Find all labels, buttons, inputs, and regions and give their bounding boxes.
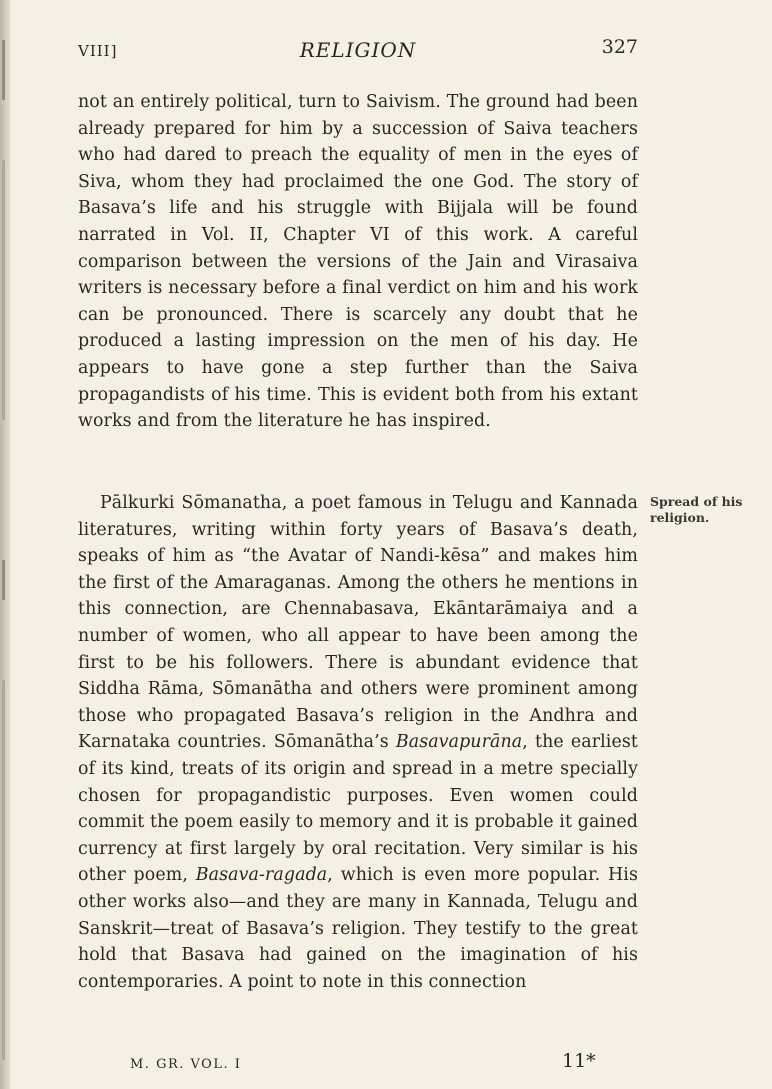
paragraph-2-text: , the earliest of its kind, treats of its origin and spread in a metre specially chosen for propagandistic purposes. Even women could commit the poem easily to memory and it is probable it gained currency at first largely by oral recitation. Very similar is his other poem, [78,732,638,886]
page-number: 327 [601,36,638,58]
chapter-number: VIII] [78,42,118,60]
binding-mark [2,160,5,420]
paragraph-2-text: Pālkurki Sōmanatha, a poet famous in Telugu and Kannada literatures, writing within forty years of Basava’s death, speaks of him as “the Avatar of Nandi-kēsa” and makes him the first of the Amaraganas. Among the others he mentions in this connection, are Chennabasava, Ekāntarāmaiya and a number of women, who all appear to have been among the first to be his followers. There is abundant evidence that Siddha Rāma, Sōmanātha and others were prominent among those who propagated Basava’s religion in the Andhra and Karnataka countries. Sōmanātha’s [78,493,638,753]
page-binding-edge [0,0,10,1089]
work-title-basava-ragada: Basava-ragada [195,865,328,886]
sheet-number: 11* [562,1050,596,1072]
binding-mark [2,560,5,600]
running-title: RELIGION [299,38,417,62]
page-footer [130,1048,600,1076]
signature-mark: M. GR. VOL. I [130,1057,242,1072]
binding-mark [2,40,5,100]
paragraph-2-text: , which is even more popular. His other works also—and they are many in Kannada, Telugu and Sanskrit—treat of Basava’s religion. They testify to the great hold that Basava had gained on the imagination of his contemporaries. A point to note in this connection [78,865,638,992]
work-title-basavapurana: Basavapurāna [395,732,523,753]
paragraph-1: not an entirely political, turn to Saivism. The ground had been already prepared for him by a succession of Saiva teachers who had dared to preach the equality of men in the eyes of Siva, whom they had proclaimed the one God. The story of Basava’s life and his struggle with Bijjala will be found narrated in Vol. II, Chapter VI of this work. A careful comparison between the versions of the Jain and Virasaiva writers is necessary before a final verdict on him and his work can be pronounced. There is scarcely any doubt that he produced a lasting impression on the men of his day. He appears to have gone a step further than the Saiva propagandists of his time. This is evident both from his extant works and from the literature he has inspired. [78,92,638,432]
paragraph-2 [78,490,638,995]
running-header [78,36,638,68]
margin-note: Spread of his religion. [650,494,743,525]
binding-mark [2,680,5,1060]
